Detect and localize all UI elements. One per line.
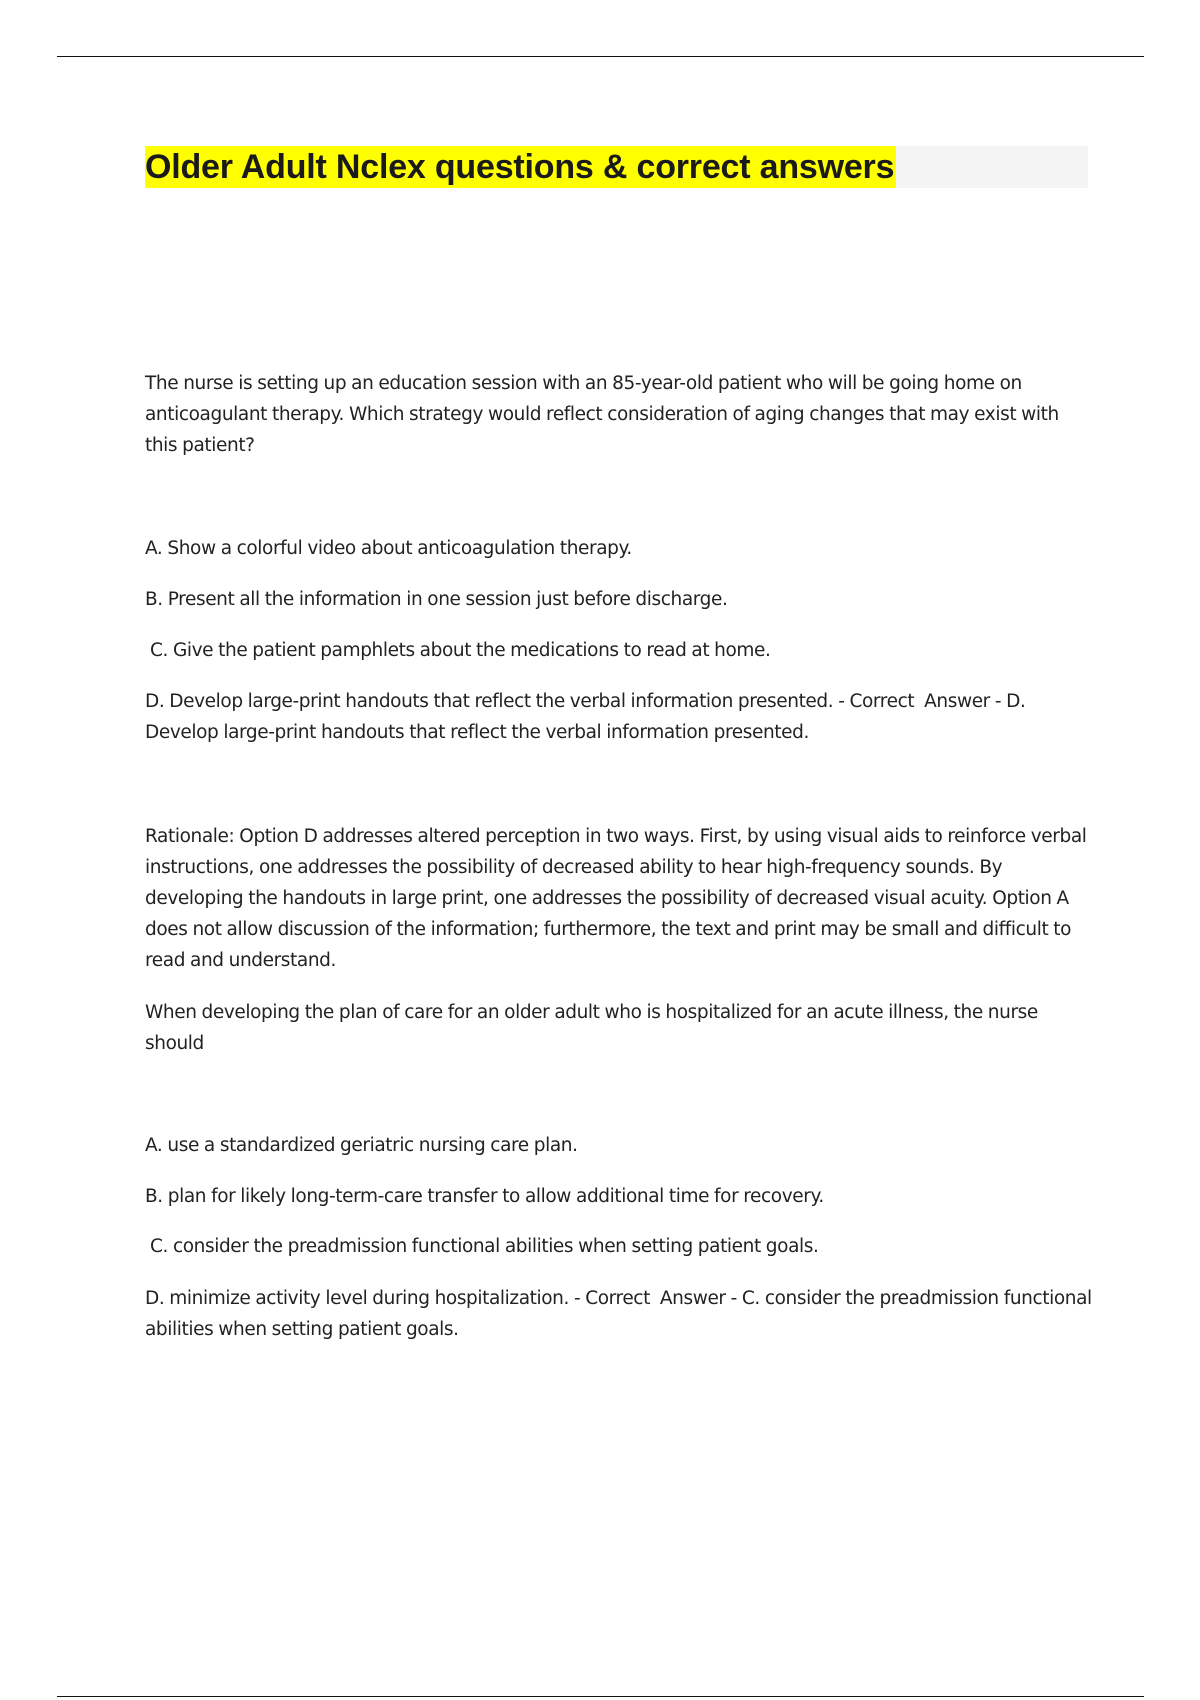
question-1-option-d-answer: D. Develop large-print handouts that reflect the verbal information presented. - Correct Answer - D. Develop large-print handouts that reflect the verbal information presented. <box>145 691 1031 743</box>
top-rule <box>57 56 1144 57</box>
question-2-option-d-answer: D. minimize activity level during hospitalization. - Correct Answer - C. consider the preadmission functional abilities when setting patient goals. <box>145 1288 1097 1340</box>
bottom-rule <box>57 1696 1144 1697</box>
question-1-option-a: A. Show a colorful video about anticoagulation therapy. <box>145 538 632 559</box>
question-2-stem: When developing the plan of care for an older adult who is hospitalized for an acute illness, the nurse should <box>145 1002 1038 1054</box>
question-2-option-b: B. plan for likely long-term-care transfer to allow additional time for recovery. <box>145 1186 824 1207</box>
question-1-rationale: Rationale: Option D addresses altered perception in two ways. First, by using visual aids to reinforce verbal instructions, one addresses the possibility of decreased ability to hear high-frequency sounds. By developing the handouts in large print, one addresses the possibility of decreased visual acuity. Option A does not allow discussion of the information; furthermore, the text and print may be small and difficult to read and understand. <box>145 826 1087 971</box>
question-1-option-c: C. Give the patient pamphlets about the medications to read at home. <box>145 640 771 661</box>
question-1-option-b: B. Present all the information in one session just before discharge. <box>145 589 728 610</box>
question-1-stem: The nurse is setting up an education session with an 85-year-old patient who will be going home on anticoagulant therapy. Which strategy would reflect consideration of aging changes that may exist with this patient? <box>145 373 1059 456</box>
document-title: Older Adult Nclex questions & correct answers <box>145 148 895 186</box>
question-2-option-c: C. consider the preadmission functional abilities when setting patient goals. <box>145 1236 819 1257</box>
question-2-option-a: A. use a standardized geriatric nursing care plan. <box>145 1135 578 1156</box>
